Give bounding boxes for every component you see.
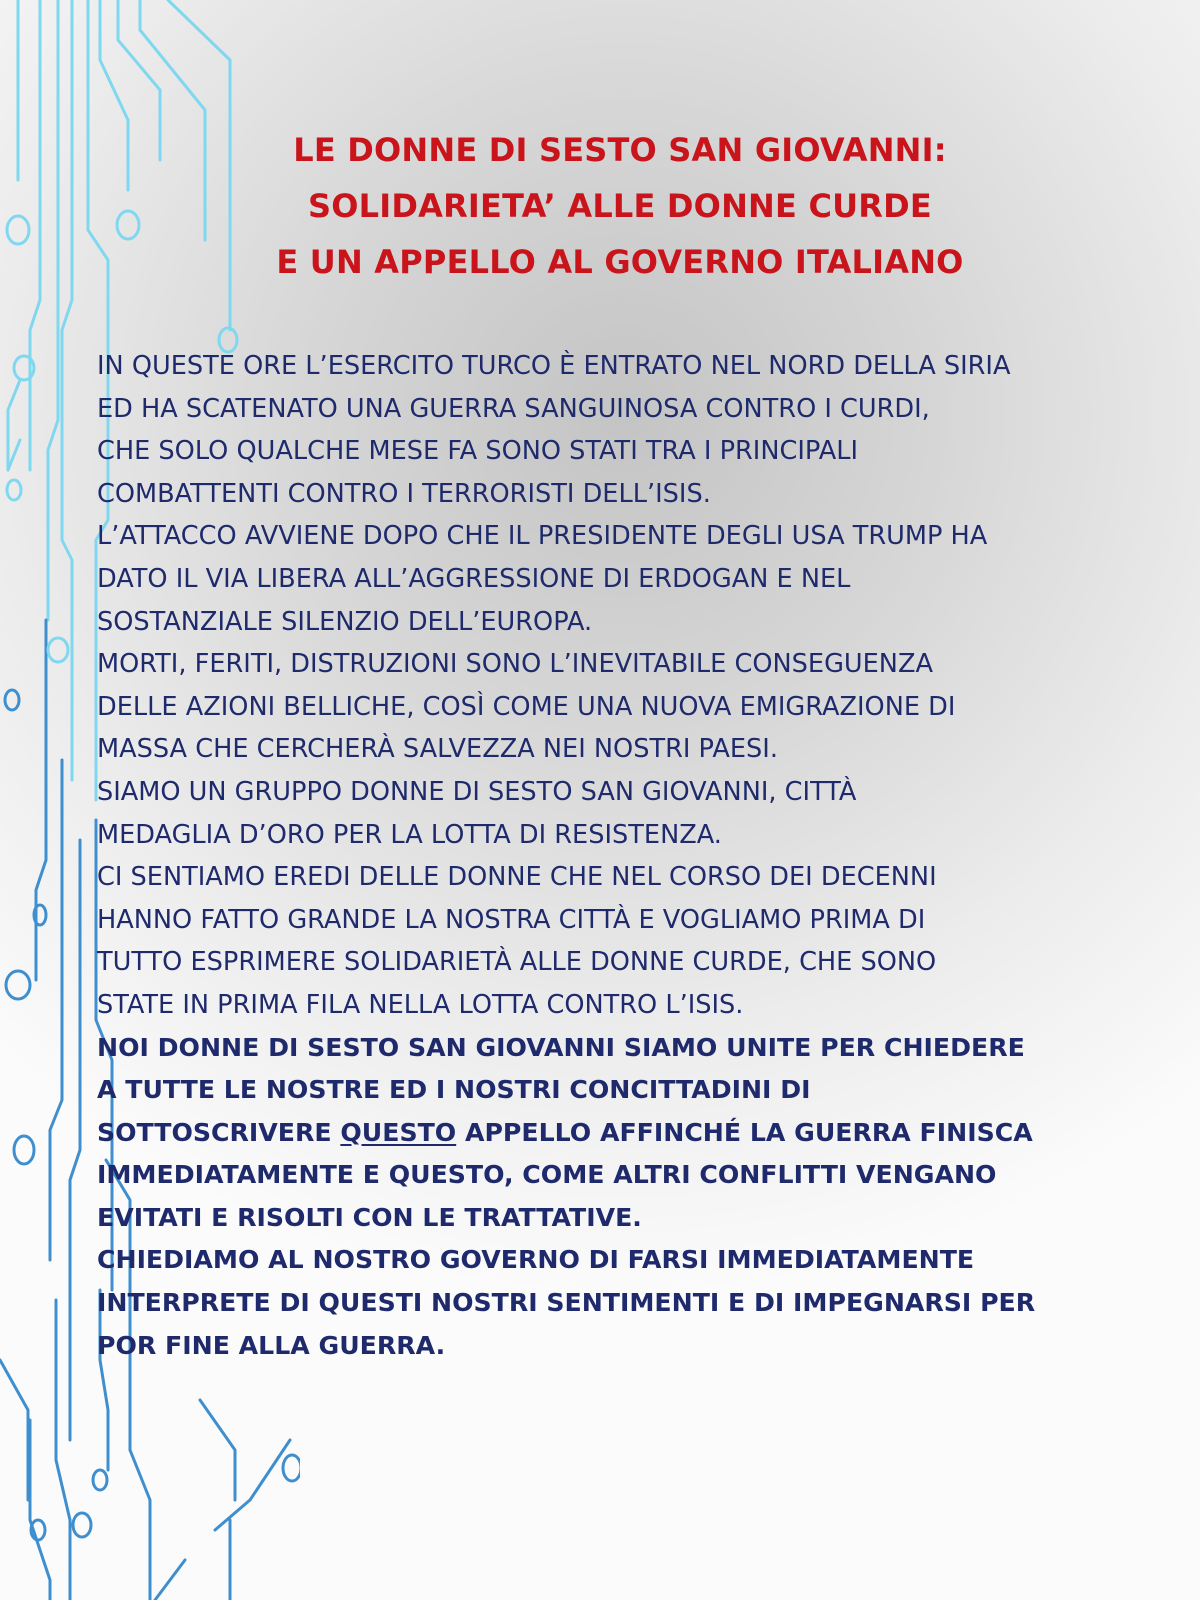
- body-line: CHE SOLO QUALCHE MESE FA SONO STATI TRA I PRINCIPALI: [97, 436, 859, 467]
- appeal-text-before: SOTTOSCRIVERE: [97, 1117, 341, 1147]
- body-line: COMBATTENTI CONTRO I TERRORISTI DELL’ISIS.: [97, 478, 711, 509]
- body-line: CI SENTIAMO EREDI DELLE DONNE CHE NEL CORSO DEI DECENNI: [97, 862, 937, 893]
- title-line-3: E UN APPELLO AL GOVERNO ITALIANO: [276, 243, 964, 281]
- body-line: TUTTO ESPRIMERE SOLIDARIETÀ ALLE DONNE CURDE, CHE SONO: [97, 947, 937, 978]
- appeal-line-with-underline: [97, 1112, 1117, 1155]
- body-line: STATE IN PRIMA FILA NELLA LOTTA CONTRO L’ISIS.: [97, 989, 744, 1020]
- appeal-text-after: APPELLO AFFINCHÉ LA GUERRA FINISCA: [456, 1117, 1033, 1147]
- appeal-line: NOI DONNE DI SESTO SAN GIOVANNI SIAMO UNITE PER CHIEDERE: [97, 1032, 1025, 1062]
- body-line: ED HA SCATENATO UNA GUERRA SANGUINOSA CONTRO I CURDI,: [97, 393, 930, 424]
- body-line: MEDAGLIA D’ORO PER LA LOTTA DI RESISTENZA.: [97, 819, 722, 850]
- body-line: MORTI, FERITI, DISTRUZIONI SONO L’INEVITABILE CONSEGUENZA: [97, 649, 933, 680]
- body-line: SIAMO UN GRUPPO DONNE DI SESTO SAN GIOVANNI, CITTÀ: [97, 776, 857, 807]
- request-line: POR FINE ALLA GUERRA.: [97, 1330, 446, 1360]
- body-line: MASSA CHE CERCHERÀ SALVEZZA NEI NOSTRI PAESI.: [97, 734, 778, 765]
- body-line: L’ATTACCO AVVIENE DOPO CHE IL PRESIDENTE DEGLI USA TRUMP HA: [97, 521, 988, 552]
- body-line: HANNO FATTO GRANDE LA NOSTRA CITTÀ E VOGLIAMO PRIMA DI: [97, 904, 926, 935]
- title-line-1: LE DONNE DI SESTO SAN GIOVANNI:: [293, 131, 947, 169]
- body-line: IN QUESTE ORE L’ESERCITO TURCO È ENTRATO NEL NORD DELLA SIRIA: [97, 351, 1011, 381]
- body-line: DATO IL VIA LIBERA ALL’AGGRESSIONE DI ERDOGAN E NEL: [97, 563, 851, 594]
- underlined-word: QUESTO: [340, 1117, 457, 1147]
- appeal-line: IMMEDIATAMENTE E QUESTO, COME ALTRI CONFLITTI VENGANO: [97, 1160, 997, 1190]
- request-line: INTERPRETE DI QUESTI NOSTRI SENTIMENTI E DI IMPEGNARSI PER: [97, 1288, 1036, 1318]
- appeal-line: EVITATI E RISOLTI CON LE TRATTATIVE.: [97, 1202, 642, 1232]
- appeal-line: A TUTTE LE NOSTRE ED I NOSTRI CONCITTADINI DI: [97, 1075, 811, 1105]
- flyer-title: [140, 122, 1100, 290]
- body-line: DELLE AZIONI BELLICHE, COSÌ COME UNA NUOVA EMIGRAZIONE DI: [97, 691, 956, 722]
- title-line-2: SOLIDARIETA’ ALLE DONNE CURDE: [308, 187, 932, 225]
- body-line: SOSTANZIALE SILENZIO DELL’EUROPA.: [97, 606, 593, 637]
- appeal-body-text: [97, 345, 1117, 1367]
- request-line: CHIEDIAMO AL NOSTRO GOVERNO DI FARSI IMMEDIATAMENTE: [97, 1245, 975, 1275]
